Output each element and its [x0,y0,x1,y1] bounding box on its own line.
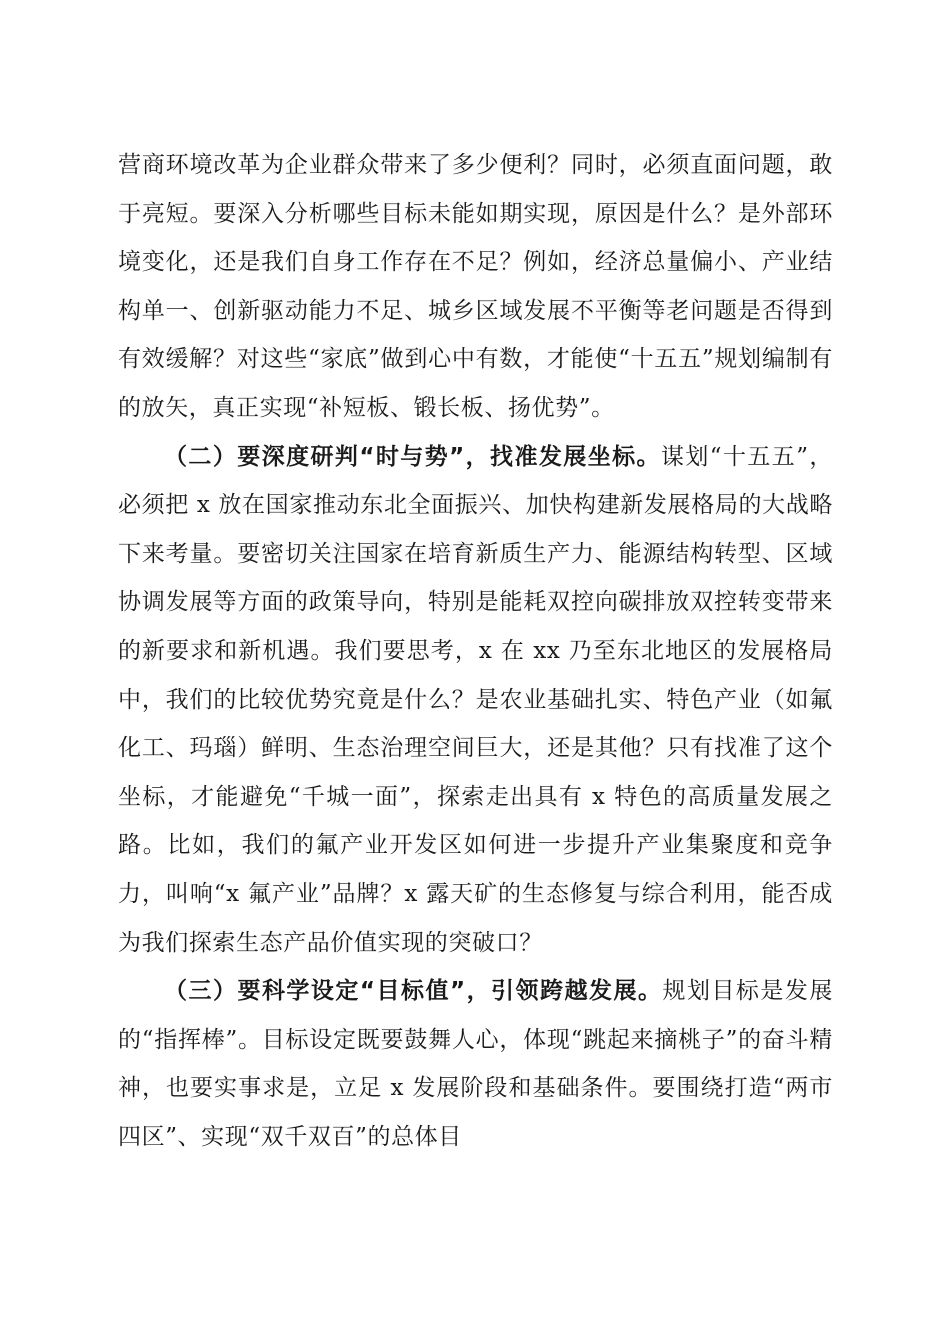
paragraph-text: 谋划“十五五”，必须把 x 放在国家推动东北全面振兴、加快构建新发展格局的大战略下来考量。要密切关注国家在培育新质生产力、能源结构转型、区域协调发展等方面的政策导向，特别是能耗双控向碳排放双控转变带来的新要求和新机遇。我们要思考，x 在 xx 乃至东北地区的发展格局中，我们的比较优势究竟是什么？是农业基础扎实、特色产业（如氟化工、玛瑙）鲜明、生态治理空间巨大，还是其他？只有找准了这个坐标，才能避免“千城一面”，探索走出具有 x 特色的高质量发展之路。比如，我们的氟产业开发区如何进一步提升产业集聚度和竞争力，叫响“x 氟产业”品牌？x 露天矿的生态修复与综合利用，能否成为我们探索生态产品价值实现的突破口？ [118,443,833,956]
paragraph-text: 营商环境改革为企业群众带来了多少便利？同时，必须直面问题，敢于亮短。要深入分析哪些目标未能如期实现，原因是什么？是外部环境变化，还是我们自身工作存在不足？例如，经济总量偏小、产业结构单一、创新驱动能力不足、城乡区域发展不平衡等老问题是否得到有效缓解？对这些“家底”做到心中有数，才能使“十五五”规划编制有的放矢，真正实现“补短板、锻长板、扬优势”。 [118,152,833,421]
paragraph-continuation [118,141,833,433]
paragraph-text: 规划目标是发展的“指挥棒”。目标设定既要鼓舞人心，体现“跳起来摘桃子”的奋斗精神，也要实事求是，立足 x 发展阶段和基础条件。要围绕打造“两市四区”、实现“双千双百”的总体目 [118,978,833,1150]
section-heading-3: （三）要科学设定“目标值”，引领跨越发展。 [164,978,663,1005]
section-paragraph-3 [118,967,833,1161]
section-paragraph-2 [118,433,833,968]
document-body [118,141,833,1161]
section-heading-2: （二）要深度研判“时与势”，找准发展坐标。 [164,443,661,470]
